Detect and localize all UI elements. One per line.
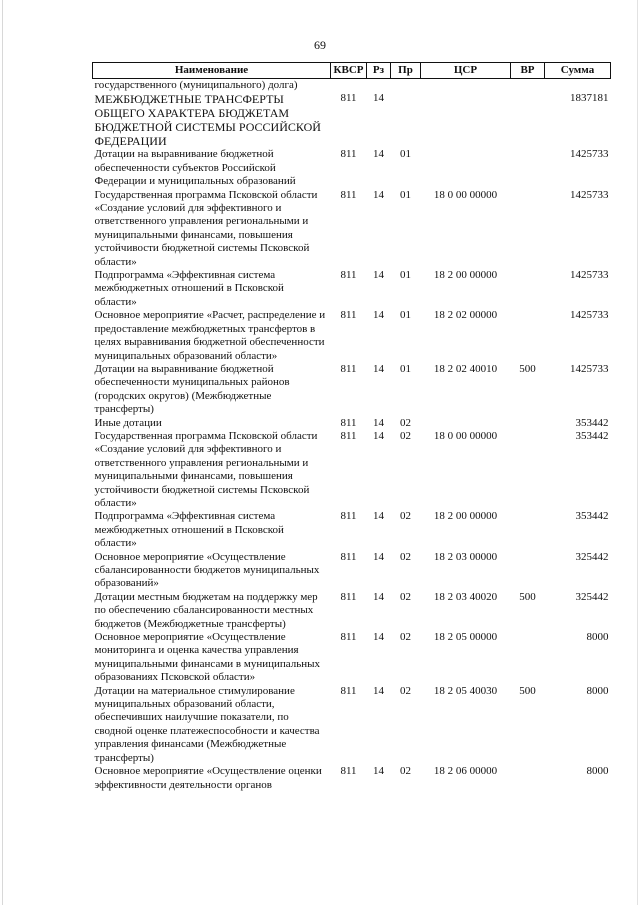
- cell-rz: 14: [373, 362, 384, 375]
- cell-vr: [511, 417, 545, 430]
- table-row: [93, 309, 611, 363]
- cell-name: Дотации на материальное стимулирование муниципальных образований области, обеспечивших наилучшие показатели, по сводной оценке платежеспособности и качества управления финансами (Межбюджетные трансферты): [94, 684, 320, 764]
- table-row: [93, 148, 611, 188]
- cell-sum: 353442: [575, 429, 609, 442]
- scan-edge-left: [2, 0, 3, 905]
- cell-kvsr: 811: [340, 631, 357, 644]
- cell-csr: 18 2 06 00000: [433, 765, 498, 778]
- cell-kvsr: 811: [340, 590, 357, 603]
- cell-rz: 14: [373, 269, 384, 282]
- cell-sum: 8000: [586, 631, 609, 644]
- table-header: [93, 63, 611, 79]
- cell-vr: [511, 551, 545, 591]
- cell-vr: [511, 189, 545, 269]
- cell-rz: 14: [373, 429, 384, 442]
- cell-kvsr: [331, 79, 367, 93]
- cell-sum: [545, 79, 611, 93]
- cell-name: Основное мероприятие «Осуществление сбалансированности бюджетов муниципальных образований»: [94, 550, 320, 590]
- header-rz: Рз: [367, 63, 391, 79]
- cell-kvsr: 811: [340, 416, 357, 429]
- cell-vr: 500: [519, 590, 536, 603]
- cell-kvsr: 811: [340, 550, 357, 563]
- cell-vr: [511, 765, 545, 792]
- cell-kvsr: 811: [340, 269, 357, 282]
- cell-pr: 01: [400, 269, 411, 282]
- cell-pr: 02: [400, 631, 411, 644]
- cell-vr: [511, 309, 545, 363]
- cell-pr: 01: [400, 188, 411, 201]
- table-row: [93, 189, 611, 269]
- cell-kvsr: 811: [340, 362, 357, 375]
- table-row: [93, 79, 611, 93]
- cell-sum: 1425733: [570, 362, 609, 375]
- cell-pr: 02: [400, 550, 411, 563]
- table-row: [93, 430, 611, 510]
- cell-rz: 14: [373, 309, 384, 322]
- budget-table: [92, 62, 611, 792]
- cell-rz: 14: [373, 631, 384, 644]
- table-row: [93, 363, 611, 417]
- cell-name: Основное мероприятие «Осуществление мониторинга и оценка качества управления муниципальными финансами в муниципальных образованиях Псковской области»: [94, 631, 321, 684]
- cell-kvsr: 811: [340, 188, 357, 201]
- cell-name: Подпрограмма «Эффективная система межбюджетных отношений в Псковской области»: [94, 269, 284, 308]
- cell-sum: 1425733: [570, 309, 609, 322]
- cell-rz: 14: [373, 765, 384, 778]
- table-row: [93, 551, 611, 591]
- cell-rz: 14: [373, 684, 384, 697]
- cell-name: МЕЖБЮДЖЕТНЫЕ ТРАНСФЕРТЫ ОБЩЕГО ХАРАКТЕРА БЮДЖЕТАМ БЮДЖЕТНОЙ СИСТЕМЫ РОССИЙСКОЙ ФЕДЕРАЦИИ: [94, 92, 321, 149]
- cell-vr: [511, 92, 545, 148]
- cell-pr: 01: [400, 148, 411, 161]
- cell-csr: 18 2 03 00000: [433, 550, 498, 563]
- cell-csr: 18 0 00 00000: [433, 188, 498, 201]
- cell-rz: 14: [373, 92, 384, 105]
- cell-name: Дотации на выравнивание бюджетной обеспеченности субъектов Российской Федерации и муниципальных образований: [94, 148, 296, 188]
- cell-vr: [511, 510, 545, 550]
- page-number: 69: [314, 38, 326, 52]
- cell-csr: 18 0 00 00000: [433, 429, 498, 442]
- cell-name: Основное мероприятие «Осуществление оценки эффективности деятельности органов: [94, 765, 322, 791]
- cell-pr: 02: [400, 590, 411, 603]
- table-row: [93, 92, 611, 148]
- table-row: [93, 685, 611, 765]
- header-vr: ВР: [511, 63, 545, 79]
- cell-kvsr: 811: [340, 429, 357, 442]
- table-body: [93, 79, 611, 792]
- cell-sum: 325442: [575, 550, 609, 563]
- cell-vr: [511, 430, 545, 510]
- cell-csr: [421, 92, 511, 148]
- cell-kvsr: 811: [340, 510, 357, 523]
- cell-pr: [391, 92, 421, 148]
- cell-pr: 02: [400, 684, 411, 697]
- cell-vr: [511, 79, 545, 93]
- cell-rz: 14: [373, 148, 384, 161]
- table-row: [93, 591, 611, 631]
- cell-sum: 8000: [586, 765, 609, 778]
- header-kvsr: КВСР: [331, 63, 367, 79]
- cell-kvsr: 811: [340, 684, 357, 697]
- cell-csr: [421, 417, 511, 430]
- cell-vr: 500: [519, 684, 536, 697]
- cell-csr: 18 2 00 00000: [433, 269, 498, 282]
- cell-kvsr: 811: [340, 148, 357, 161]
- cell-sum: 353442: [575, 416, 609, 429]
- cell-pr: 02: [400, 416, 411, 429]
- cell-pr: 01: [400, 309, 411, 322]
- table-row: [93, 631, 611, 685]
- table-row: [93, 765, 611, 792]
- cell-name: Дотации местным бюджетам на поддержку мер по обеспечению сбалансированности местных бюджетов (Межбюджетные трансферты): [94, 590, 318, 630]
- cell-vr: [511, 148, 545, 188]
- header-sum: Сумма: [545, 63, 611, 79]
- cell-pr: 02: [400, 510, 411, 523]
- scan-edge-right: [637, 0, 638, 905]
- cell-kvsr: 811: [340, 765, 357, 778]
- cell-vr: [511, 631, 545, 685]
- cell-name: Государственная программа Псковской области «Создание условий для эффективного и ответственного управления региональными и муниципальными финансами, повышения устойчивости бюджетной системы Псковской области»: [94, 429, 318, 509]
- cell-rz: 14: [373, 416, 384, 429]
- cell-sum: 8000: [586, 684, 609, 697]
- cell-rz: 14: [373, 550, 384, 563]
- cell-sum: 325442: [575, 590, 609, 603]
- header-pr: Пр: [391, 63, 421, 79]
- cell-csr: 18 2 00 00000: [433, 510, 498, 523]
- cell-csr: [421, 148, 511, 188]
- cell-kvsr: 811: [340, 309, 357, 322]
- cell-csr: 18 2 02 00000: [433, 309, 498, 322]
- cell-sum: 1425733: [570, 188, 609, 201]
- cell-rz: 14: [373, 188, 384, 201]
- header-csr: ЦСР: [421, 63, 511, 79]
- cell-name: государственного (муниципального) долга): [94, 79, 298, 91]
- cell-name: Иные дотации: [94, 416, 162, 429]
- cell-sum: 1425733: [570, 269, 609, 282]
- table-row: [93, 510, 611, 550]
- cell-name: Основное мероприятие «Расчет, распределение и предоставление межбюджетных трансфертов в целях выравнивания бюджетной обеспеченности муниципальных образований области»: [94, 309, 326, 362]
- cell-rz: 14: [373, 590, 384, 603]
- cell-sum: 353442: [575, 510, 609, 523]
- cell-pr: 02: [400, 429, 411, 442]
- cell-vr: [511, 269, 545, 309]
- cell-csr: 18 2 02 40010: [433, 362, 498, 375]
- table-row: [93, 417, 611, 430]
- table-row: [93, 269, 611, 309]
- cell-csr: 18 2 03 40020: [433, 590, 498, 603]
- cell-kvsr: 811: [340, 92, 357, 105]
- cell-name: Дотации на выравнивание бюджетной обеспеченности муниципальных районов (городских округов) (Межбюджетные трансферты): [94, 362, 290, 416]
- cell-sum: 1425733: [570, 148, 609, 161]
- cell-vr: 500: [519, 362, 536, 375]
- cell-name: Подпрограмма «Эффективная система межбюджетных отношений в Псковской области»: [94, 510, 284, 550]
- cell-rz: [367, 79, 391, 93]
- cell-pr: 02: [400, 765, 411, 778]
- cell-pr: [391, 79, 421, 93]
- cell-name: Государственная программа Псковской области «Создание условий для эффективного и ответственного управления региональными и муниципальными финансами, повышения устойчивости бюджетной системы Псковской области»: [94, 188, 318, 268]
- cell-csr: [421, 79, 511, 93]
- cell-sum: 1837181: [570, 92, 609, 105]
- cell-csr: 18 2 05 00000: [433, 631, 498, 644]
- cell-csr: 18 2 05 40030: [433, 684, 498, 697]
- header-row: [93, 63, 611, 79]
- cell-rz: 14: [373, 510, 384, 523]
- cell-pr: 01: [400, 362, 411, 375]
- header-name: Наименование: [93, 63, 331, 79]
